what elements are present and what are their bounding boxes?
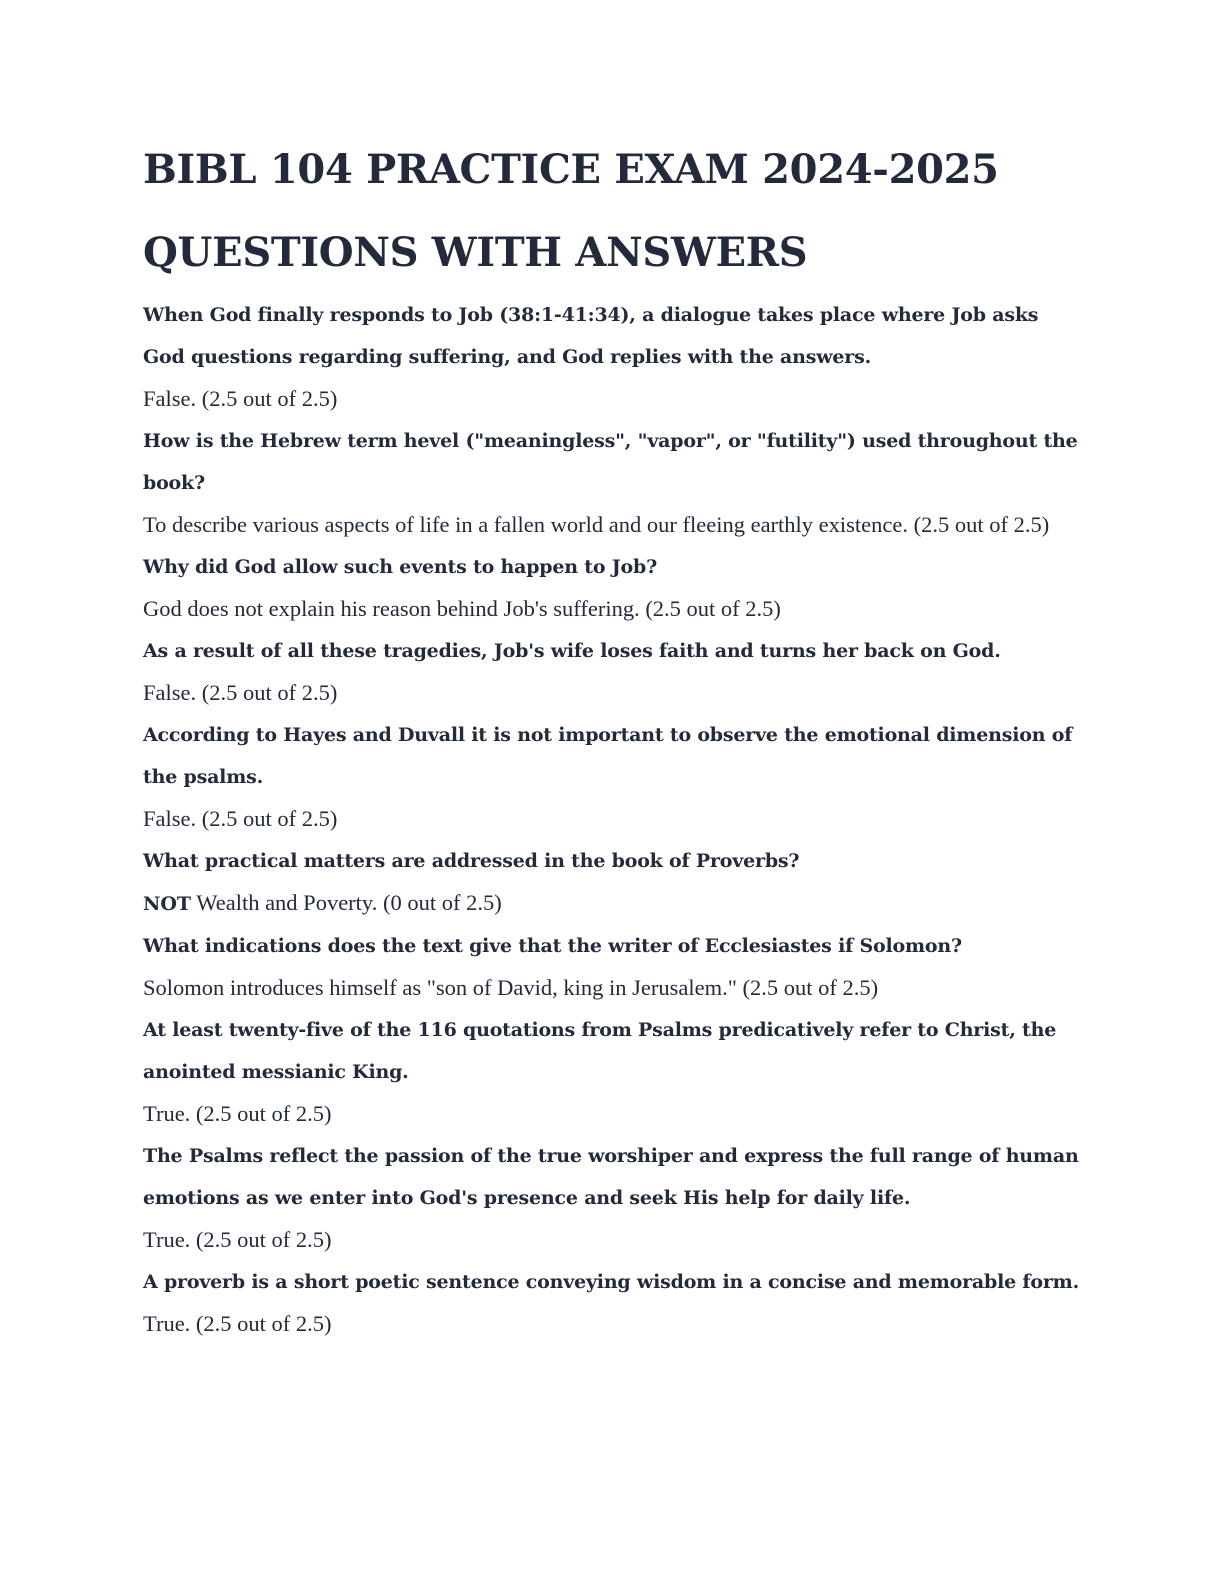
answer-6-prefix: NOT [143, 893, 192, 915]
question-9: The Psalms reflect the passion of the true worshiper and express the full range of human emotions as we enter into God's presence and seek His help for daily life. [143, 1145, 1079, 1209]
answer-10: True. (2.5 out of 2.5) [143, 1311, 332, 1336]
question-4: As a result of all these tragedies, Job's wife loses faith and turns her back on God. [143, 640, 1001, 662]
answer-5: False. (2.5 out of 2.5) [143, 806, 338, 831]
question-10: A proverb is a short poetic sentence conveying wisdom in a concise and memorable form. [143, 1271, 1079, 1293]
answer-7: Solomon introduces himself as "son of David, king in Jerusalem." (2.5 out of 2.5) [143, 975, 879, 1000]
question-8: At least twenty-five of the 116 quotations from Psalms predicatively refer to Christ, the anointed messianic King. [143, 1019, 1057, 1083]
document-page [143, 128, 1083, 1345]
question-6: What practical matters are addressed in the book of Proverbs? [143, 850, 800, 872]
question-5: According to Hayes and Duvall it is not important to observe the emotional dimension of the psalms. [143, 724, 1073, 788]
answer-8: True. (2.5 out of 2.5) [143, 1101, 332, 1126]
answer-6 [143, 882, 1083, 925]
question-2: How is the Hebrew term hevel ("meaningless", "vapor", or "futility") used throughout the book? [143, 430, 1078, 494]
answer-6-text: Wealth and Poverty. (0 out of 2.5) [191, 890, 502, 915]
answer-3: God does not explain his reason behind Job's suffering. (2.5 out of 2.5) [143, 596, 781, 621]
document-title: BIBL 104 PRACTICE EXAM 2024-2025 QUESTIONS WITH ANSWERS [143, 146, 999, 276]
question-7: What indications does the text give that the writer of Ecclesiastes if Solomon? [143, 935, 962, 957]
question-3: Why did God allow such events to happen to Job? [143, 556, 658, 578]
question-1: When God finally responds to Job (38:1-41:34), a dialogue takes place where Job asks God questions regarding suffering, and God replies with the answers. [143, 304, 1039, 368]
answer-9: True. (2.5 out of 2.5) [143, 1227, 332, 1252]
answer-4: False. (2.5 out of 2.5) [143, 680, 338, 705]
answer-1: False. (2.5 out of 2.5) [143, 386, 338, 411]
answer-2: To describe various aspects of life in a fallen world and our fleeing earthly existence. (2.5 out of 2.5) [143, 512, 1050, 537]
qa-list [143, 294, 1083, 1345]
